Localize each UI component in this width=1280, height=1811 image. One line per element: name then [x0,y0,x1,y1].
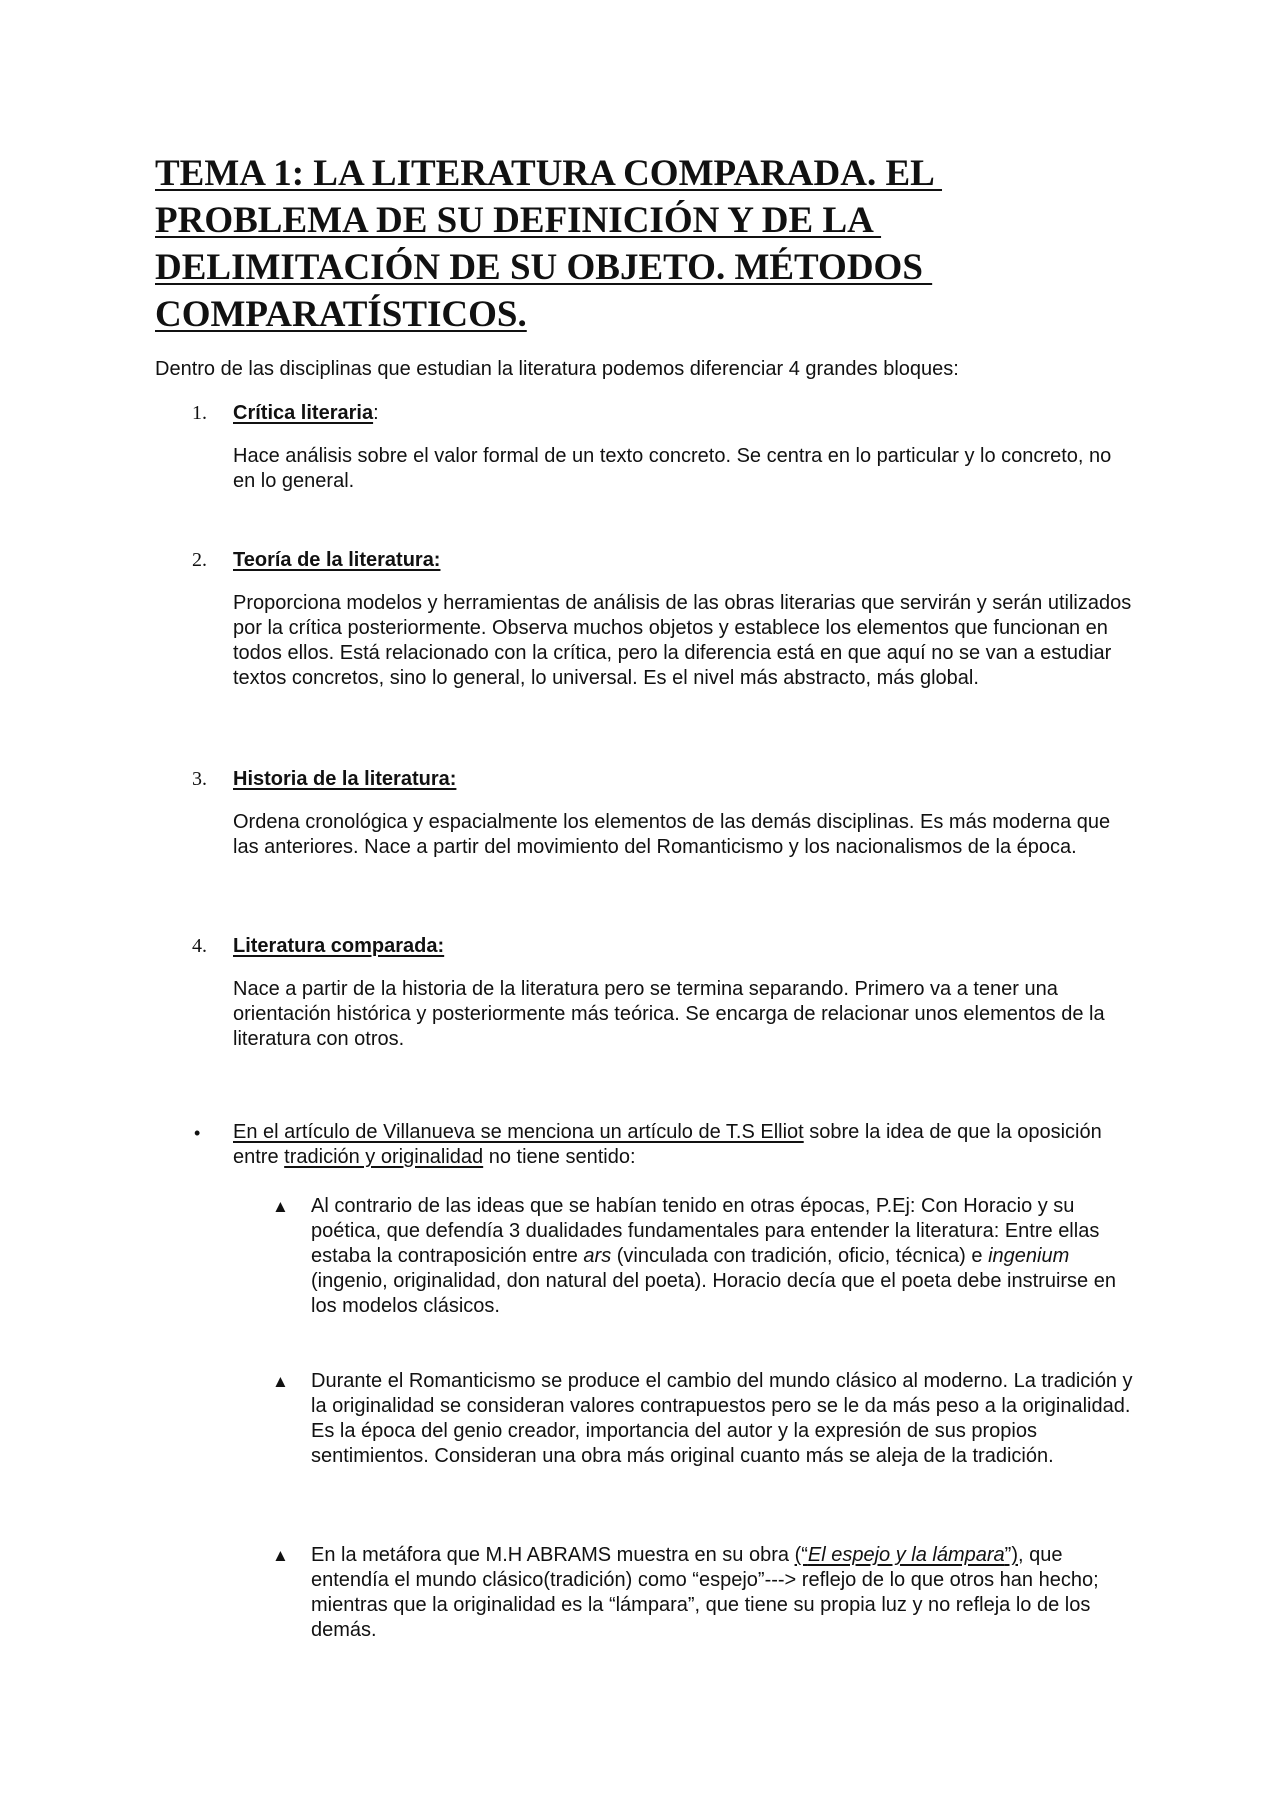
section-text: Proporciona modelos y herramientas de análisis de las obras literarias que servirán y serán utilizados por la crítica posteriormente. Observa muchos objetos y establece los elementos que funcionan en todos ellos. Está relacionado con la crítica, pero la diferencia está en que aquí no se van a estudiar textos concretos, sino lo general, lo universal. Es el nivel más abstracto, más global. [233,592,1132,689]
subpoint-text: Durante el Romanticismo se produce el cambio del mundo clásico al moderno. La tradición y la originalidad se consideran valores contrapuestos pero se le da más peso a la originalidad. Es la época del genio creador, importancia del autor y la expresión de sus propios sentimientos. Consideran una obra más original cuanto más se aleja de la tradición. [311,1370,1133,1467]
intro-paragraph: Dentro de las disciplinas que estudian la literatura podemos diferenciar 4 grandes bloques: [155,358,959,380]
title-line-1: TEMA 1: LA LITERATURA COMPARADA. EL [155,153,943,194]
title-line-3: DELIMITACIÓN DE SU OBJETO. MÉTODOS [155,247,933,288]
section-number: 2. [192,549,207,571]
section-text: Ordena cronológica y espacialmente los elementos de las demás disciplinas. Es más moderna que las anteriores. Nace a partir del movimiento del Romanticismo y los nacionalismos de la época. [233,811,1111,858]
section-text: Hace análisis sobre el valor formal de un texto concreto. Se centra en lo particular y lo concreto, no en lo general. [233,445,1112,492]
subpoint-text: Al contrario de las ideas que se habían tenido en otras épocas, P.Ej: Con Horacio y su poética, que defendía 3 dualidades fundamentales para entender la literatura: Entre ellas estaba la contraposición entre ars (vinculada con tradición, oficio, técnica) e ingenium (ingenio, originalidad, don natural del poeta). Horacio decía que el poeta debe instruirse en los modelos clásicos. [311,1195,1116,1317]
section-heading: Historia de la literatura: [233,768,457,790]
subpoint-text: En la metáfora que M.H ABRAMS muestra en su obra (“El espejo y la lámpara”), que entendía el mundo clásico(tradición) como “espejo”---> reflejo de lo que otros han hecho; mientras que la originalidad es la “lámpara”, que tiene su propia luz y no refleja lo de los demás. [311,1544,1099,1641]
bullet-text: En el artículo de Villanueva se menciona un artículo de T.S Elliot sobre la idea de que la oposición entre tradición y originalidad no tiene sentido: [233,1121,1102,1168]
section-heading: Literatura comparada: [233,935,445,957]
title-line-4: COMPARATÍSTICOS. [155,294,527,335]
section-number: 4. [192,935,207,957]
section-number: 3. [192,768,207,790]
document-title [155,150,1055,338]
bullet-marker: • [194,1123,201,1143]
section-heading: Crítica literaria: [233,402,379,424]
triangle-bullet-icon: ▲ [272,1372,289,1391]
title-line-2: PROBLEMA DE SU DEFINICIÓN Y DE LA [155,200,882,241]
section-heading: Teoría de la literatura: [233,549,441,571]
section-number: 1. [192,402,207,424]
work-title-underlined: (“El espejo y la lámpara”) [794,1544,1018,1566]
triangle-bullet-icon: ▲ [272,1546,289,1565]
section-text: Nace a partir de la historia de la literatura pero se termina separando. Primero va a tener una orientación histórica y posteriormente más teórica. Se encarga de relacionar unos elementos de la literatura con otros. [233,978,1105,1050]
triangle-bullet-icon: ▲ [272,1197,289,1216]
